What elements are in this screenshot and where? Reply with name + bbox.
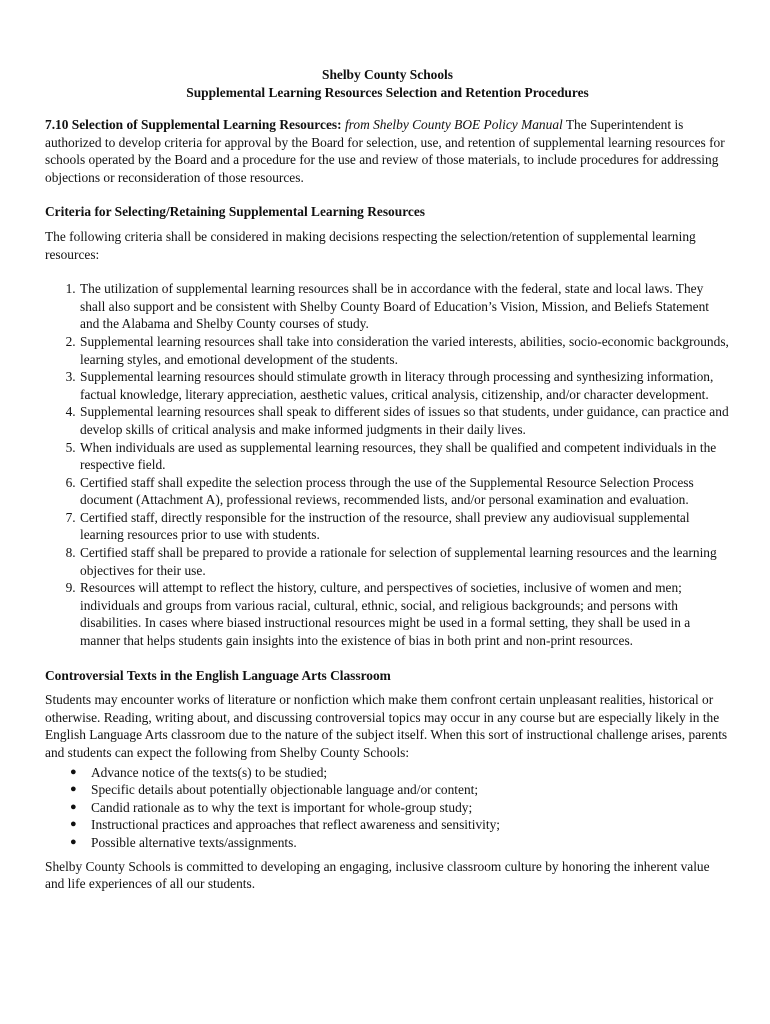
ela-heading: Controversial Texts in the English Language Arts Classroom [45,667,391,683]
criteria-item: 1. The utilization of supplemental learning resources shall be in accordance with the federal, state and local laws. They shall also support and be consistent with Shelby County Board of Education’s Vision, Mission, and Beliefs Statement and the Alabama and Shelby County courses of study. [79,280,730,333]
expectation-text: Instructional practices and approaches that reflect awareness and sensitivity; [91,817,500,833]
criteria-item: 5. When individuals are used as supplemental learning resources, they shall be qualified and competent individuals in the respective field. [79,439,730,474]
closing-paragraph: Shelby County Schools is committed to developing an engaging, inclusive classroom culture by honoring the inherent value and life experiences of all our students. [45,858,710,892]
bullet-icon: ● [70,818,77,831]
document-org-title: Shelby County Schools [322,67,453,82]
bullet-icon: ● [70,800,77,813]
criteria-item: 6. Certified staff shall expedite the selection process through the use of the Supplemental Resource Selection Process document (Attachment A), professional reviews, recommended lists, and/or personal examination and evaluation. [79,474,730,509]
ela-body: Students may encounter works of literature or nonfiction which make them confront certain unpleasant realities, historical or otherwise. Reading, writing about, and discussing controversial topics may occur in any course but are especially likely in the English Language Arts classroom due to the nature of the subject itself. When this sort of instructional challenge arises, parents and students can expect the following from Shelby County Schools: [45,692,728,760]
intro-lead: 7.10 Selection of Supplemental Learning Resources: [45,117,342,132]
expectation-item [70,834,730,852]
expectation-item [70,799,730,817]
criteria-item: 8. Certified staff shall be prepared to provide a rationale for selection of supplemental learning resources and the learning objectives for their use. [79,544,730,579]
bullet-icon: ● [70,783,77,796]
bullet-icon: ● [70,835,77,848]
intro-source: from Shelby County BOE Policy Manual [344,117,563,132]
criteria-item: 9. Resources will attempt to reflect the history, culture, and perspectives of societies, inclusive of women and men; individuals and groups from various racial, cultural, ethnic, social, and religious backgrounds; and persons with disabilities. In cases where biased instructional resources might be used in a formal setting, they shall be used in a manner that helps students gain insights into the existence of bias in both print and non-print resources. [79,579,730,649]
criteria-item: 2. Supplemental learning resources shall take into consideration the varied interests, abilities, socio-economic backgrounds, learning styles, and emotional development of the students. [79,333,730,368]
criteria-heading: Criteria for Selecting/Retaining Supplemental Learning Resources [45,204,425,220]
expectation-item [70,764,730,782]
expectation-text: Specific details about potentially objectionable language and/or content; [91,782,479,798]
criteria-list [45,280,730,649]
criteria-item: 3. Supplemental learning resources should stimulate growth in literacy through processing and synthesizing information, factual knowledge, literary appreciation, aesthetic values, critical analysis, citizenship, and/or character development. [79,368,730,403]
criteria-item: 7. Certified staff, directly responsible for the instruction of the resource, shall preview any audiovisual supplemental learning resources prior to use with students. [79,509,730,544]
criteria-lead-in: The following criteria shall be considered in making decisions respecting the selection/retention of supplemental learning resources: [45,228,696,262]
expectations-list [45,764,730,852]
expectation-text: Candid rationale as to why the text is important for whole-group study; [91,799,473,815]
expectation-item [70,816,730,834]
document-page [45,66,730,893]
expectation-text: Possible alternative texts/assignments. [91,834,297,850]
expectation-item [70,781,730,799]
criteria-item: 4. Supplemental learning resources shall speak to different sides of issues so that students, under guidance, can practice and develop skills of critical analysis and make informed judgments in their daily lives. [79,403,730,438]
intro-body: The Superintendent is authorized to develop criteria for approval by the Board for selection, use, and retention of supplemental learning resources for schools operated by the Board and a procedure for the use and review of those materials, to include procedures for addressing objections or reconsideration of those resources. [45,117,725,185]
intro-paragraph [45,116,730,186]
bullet-icon: ● [70,765,77,778]
expectation-text: Advance notice of the texts(s) to be studied; [91,764,328,780]
document-subtitle: Supplemental Learning Resources Selection and Retention Procedures [186,85,589,100]
